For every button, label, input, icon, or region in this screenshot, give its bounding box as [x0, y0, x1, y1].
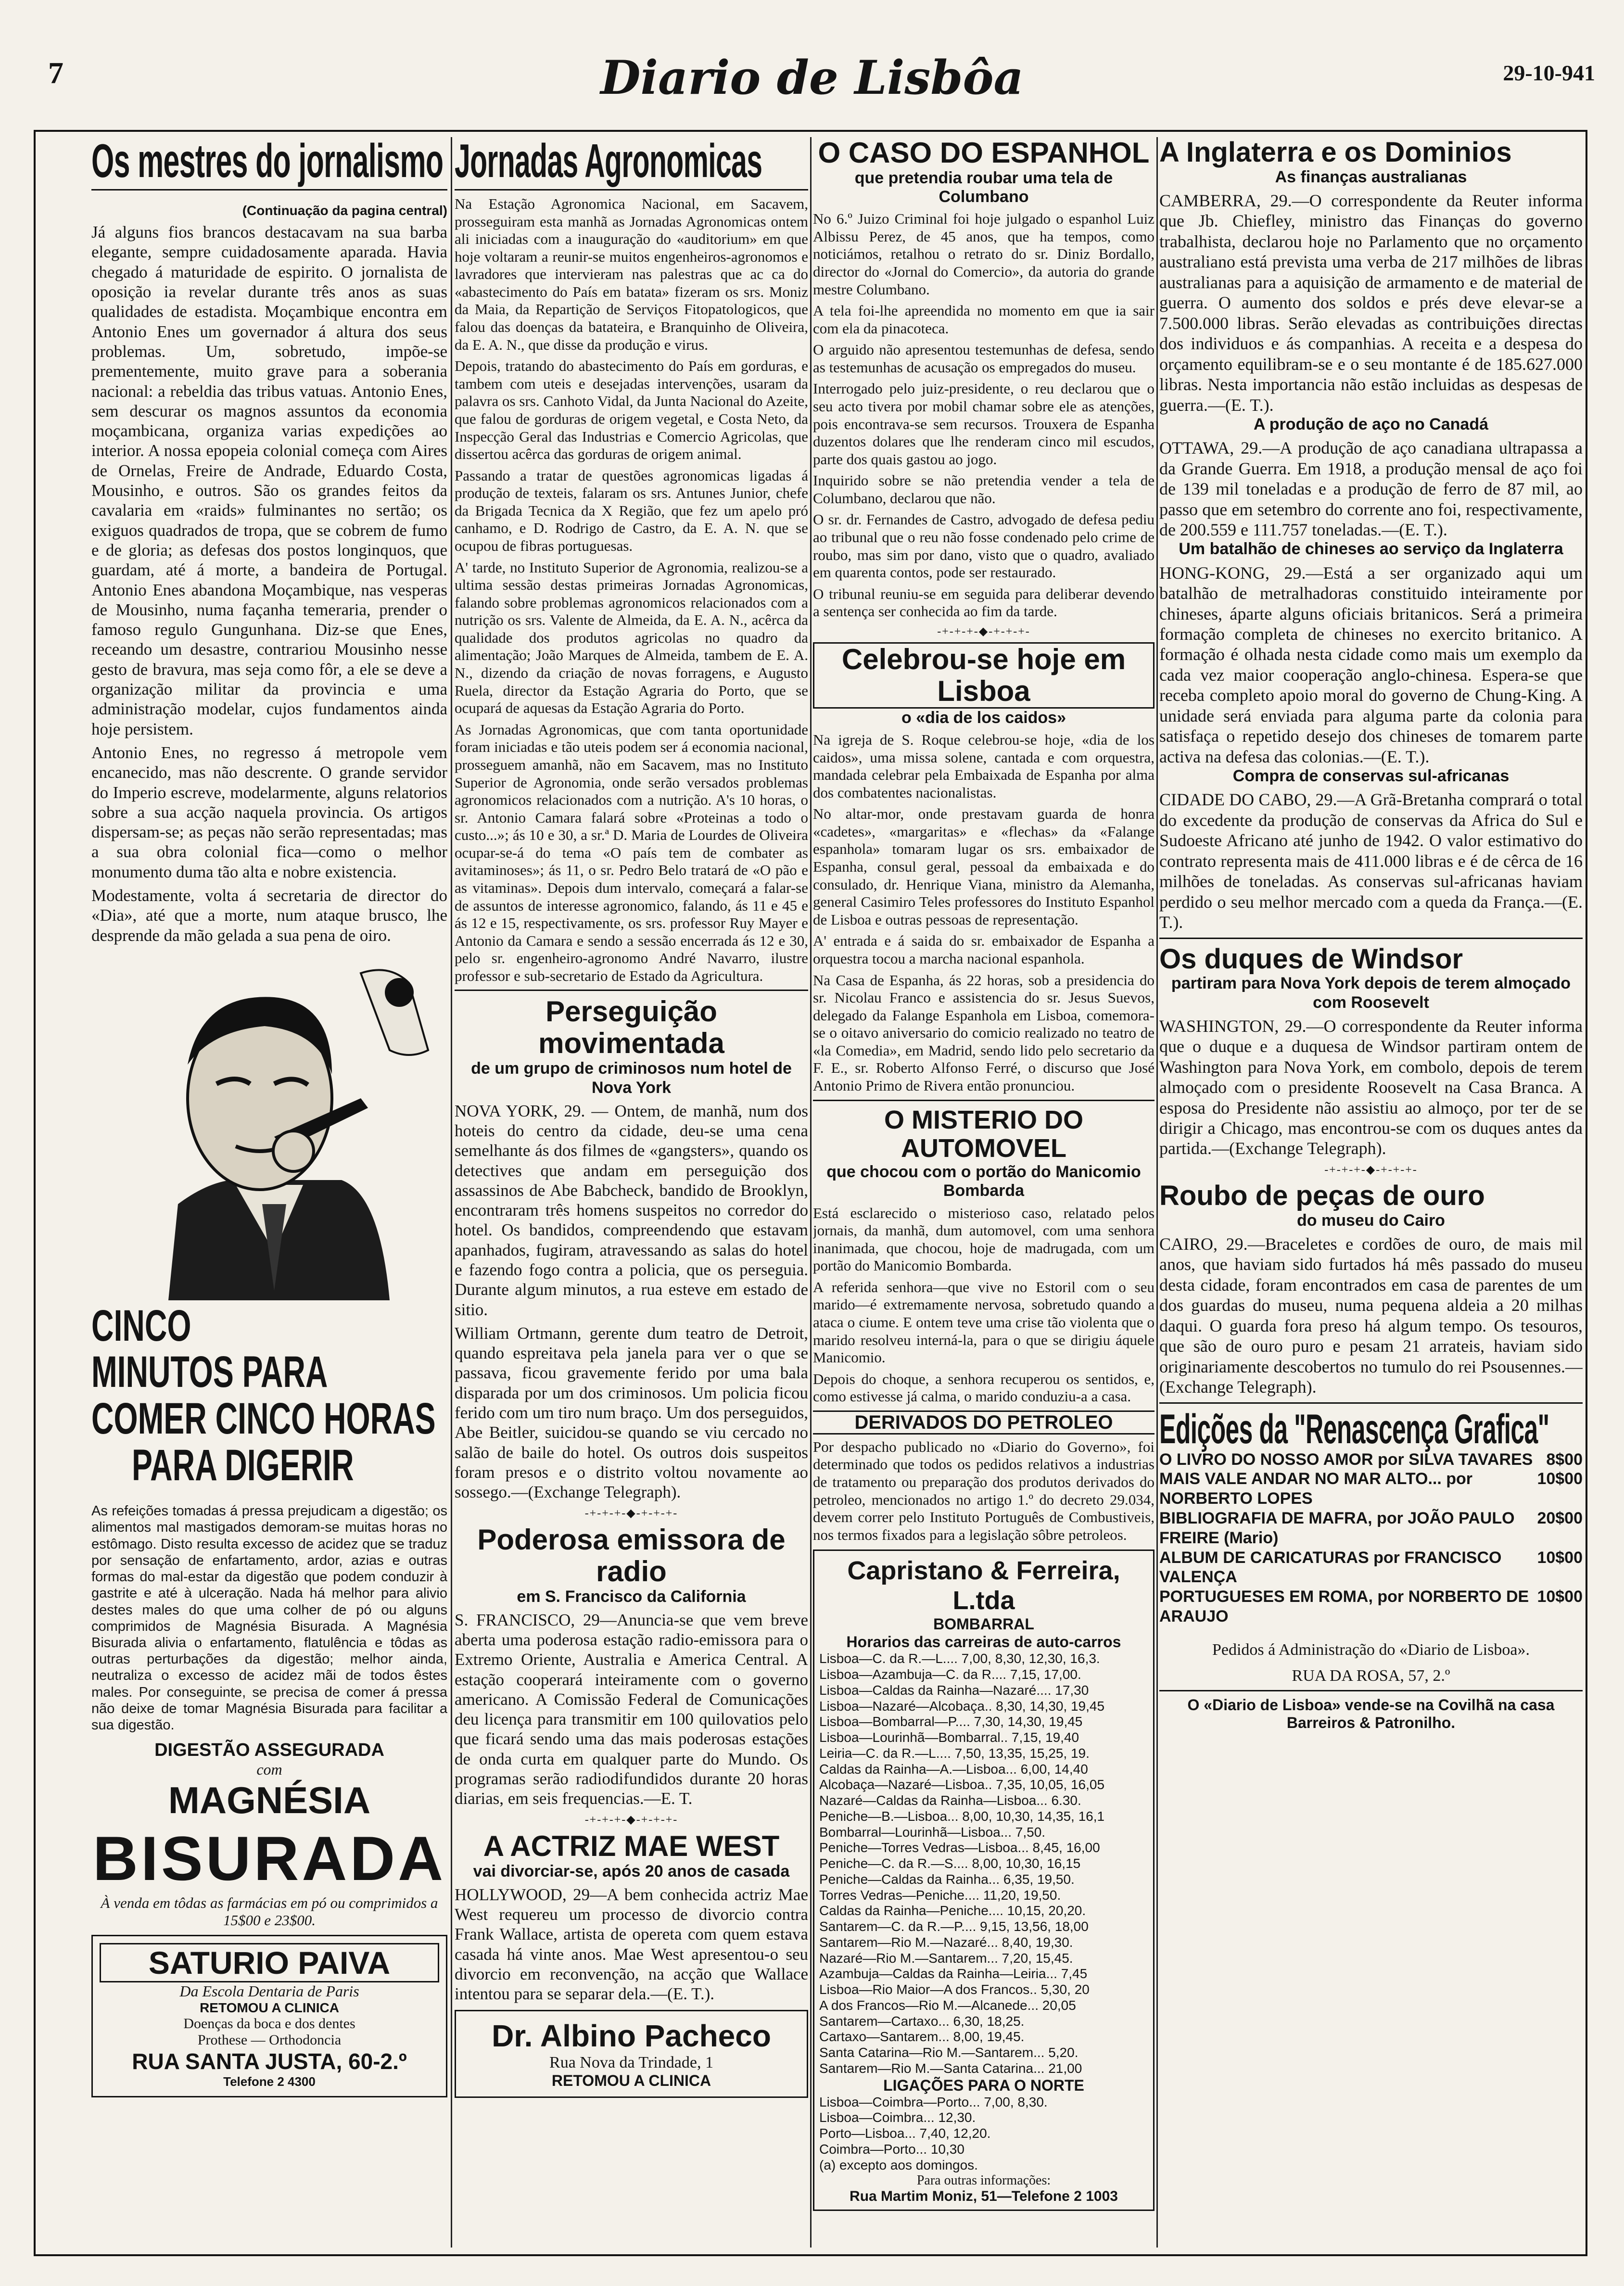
article-body: A' tarde, no Instituto Superior de Agronomia, realizou-se a ultima sessão destas primeiras Jornadas Agronomicas, falando sobre problemas agronomicos relacionados com a nutrição os srs. Valente de Almeida, da E. A. N., acêrca da qualidade dos produtos agricolas no quadro da alimentação; João Marques de Almeida, tambem de E. A. N., dizendo da criação de novas forragens, e Augusto Ruela, director da Estação Agraria do Porto, que se ocupará de aquesas da Estação Agraria do Porto.: [455, 559, 808, 717]
page-number: 7: [48, 56, 63, 90]
separator: -+-+-+-◆-+-+-+-: [1324, 1163, 1418, 1176]
rule: [1159, 1690, 1583, 1691]
subheadline: vai divorciar-se, após 20 anos de casada: [473, 1862, 790, 1880]
subheadline: que chocou com o portão do Manicomio Bombarda: [826, 1163, 1141, 1200]
article-body: CAMBERRA, 29.—O correspondente da Reuter informa que Jb. Chiefley, ministro das Finanças do governo trabalhista, declarou hoje no Parlamento que no orçamento australiano está prevista uma verba de 217 milhões de libras australianas para a aquisição de armamento e de material de guerra. O aumento dos soldos e prés deve elevar-se a 7.500.000 libras. Serão elevadas as contribuições directas dos individuos e ás companhias. A receita e a despesa do orçamento equilibram-se e o seu montante é de 185.627.000 libras. Nesta importancia não estão incluidas as despesas de guerra.—(E. T.).: [1159, 190, 1583, 415]
book-price: 8$00: [1546, 1450, 1583, 1469]
ad-title: Horarios das carreiras de auto-carros: [846, 1633, 1121, 1651]
article-body: William Ortmann, gerente dum teatro de Detroit, quando espreitava pela janela para ver o que se passava, ficou gravemente ferido por uma bala disparada por um dos criminosos. Um policia ficou ferido com um tiro num braço. Um dos perseguidos, Abe Beitler, suicidou-se quando se viu cercado no salão de baile do hotel. Os outros dois suspeitos foram presos e o distrito voltou novamente ao sossego.—(Exchange Telegraph).: [455, 1323, 808, 1502]
column-divider: [810, 137, 812, 2248]
subheadline: do museu do Cairo: [1297, 1211, 1445, 1230]
ad-guarantee: DIGESTÃO ASSEGURADA: [154, 1740, 384, 1761]
column-3: [813, 137, 1155, 2248]
article-body: OTTAWA, 29.—A produção de aço canadiana ultrapassa a da Grande Guerra. Em 1918, a produção mensal de aço foi de 139 mil toneladas e a produção de ferro de 87 mil, ao passo que em setembro do corrente ano foi, respectivamente, de 200.559 e 111.757 toneladas.—(E. T.).: [1159, 438, 1583, 540]
subheadline: A produção de aço no Canadá: [1253, 415, 1489, 434]
ad-name: Dr. Albino Pacheco: [492, 2018, 771, 2053]
saturio-ad: [91, 1935, 447, 2097]
ad-line: RETOMOU A CLINICA: [200, 2000, 339, 2016]
subheadline: Compra de conservas sul-africanas: [1232, 767, 1510, 786]
ad-brand-main: BISURADA: [92, 1823, 446, 1894]
subheadline: As finanças australianas: [1275, 167, 1467, 186]
ad-footer: À venda em tôdas as farmácias em pó ou comprimidos a 15$00 e 23$00.: [101, 1894, 438, 1929]
man-eating-illustration: [91, 954, 447, 1300]
rule: [1159, 1402, 1583, 1404]
column-divider: [451, 137, 452, 2248]
bus-schedule: Lisboa—C. da R.—L.... 7,00, 8,30, 12,30, 16,3. Lisboa—Azambuja—C. da R.... 7,15, 17,00. Lisboa—Caldas da Rainha—Nazaré.... 17,30 Lisboa—Nazaré—Alcobaça.. 8,30, 14,30, 19,45 Lisboa—Bombarral—P.... 7,30, 14,30, 19,45 Lisboa—Lourinhã—Bombarral.. 7,15, 19,40 Leiria—C. da R.—L.... 7,50, 13,35, 15,25, 19. Caldas da Rainha—A.—Lisboa... 6,00, 14,40 Alcobaça—Nazaré—Lisboa.. 7,35, 10,05, 16,05 Nazaré—Caldas da Rainha—Lisboa... 6.30. Peniche—B.—Lisboa... 8,00, 10,30, 14,35, 16,1 Bombarral—Lourinhã—Lisboa... 7,50. Peniche—Torres Vedras—Lisboa... 8,45, 16,00 Peniche—C. da R.—S.... 8,00, 10,30, 16,15 Peniche—Caldas da Rainha... 6,35, 19,50. Torres Vedras—Peniche.... 11,20, 19,50. Caldas da Rainha—Peniche.... 10,15, 20,20. Santarem—C. da R.—P.... 9,15, 13,56, 18,00 Santarem—Rio M.—Nazaré... 8,40, 19,30. Nazaré—Rio M.—Santarem... 7,20, 15,45. Azambuja—Caldas da Rainha—Leiria... 7,45 Lisboa—Rio Maior—A dos Francos.. 5,30, 20 A dos Francos—Rio M.—Alcanede... 20,05 Santarem—Cartaxo... 6,30, 18,25. Cartaxo—Santarem... 8,00, 19,45. Santa Catarina—Rio M.—Santarem... 5,20. Santarem—Rio M.—Santa Catarina... 21,00: [819, 1651, 1105, 2076]
article-body: Antonio Enes, no regresso á metropole vem encanecido, mas não descrente. O grande servidor do Imperio escreve, modelarmente, alguns relatorios sobre a sua acção naquela provincia. Os artigos dispersam-se; as peças não serão representadas; mas a sua obra colonial fica—como o melhor monumento duma tão alta e nobre existencia.: [91, 743, 447, 881]
ad-headline-line: PARA DIGERIR: [132, 1440, 354, 1490]
article-body: O arguido não apresentou testemunhas de defesa, sendo as testemunhas de acusação os empregados do museu.: [813, 341, 1155, 376]
article-body: As Jornadas Agronomicas, que com tanta oportunidade foram iniciadas e tão uteis podem ser á economia nacional, prosseguem amanhã, não em Sacavem, mas no Instituto Superior de Agronomia, onde serão versados problemas agronomicos relacionados com a nutrição. A's 10 horas, o sr. Antonio Camara falará sobre «Proteinas a todo o custo...»; ás 10 e 30, a sr.ª D. Maria de Lourdes de Oliveira ocupar-se-á do tema «O país tem de combater as avitaminoses»; ás 11, o sr. Pedro Belo tratará de «O pão e as vitaminas». Depois dum intervalo, começará a falar-se de assuntos de interesse agronomico, falando, ás 11 e 45 e ás 12 e 15, respectivamente, os srs. professor Ruy Mayer e Antonio da Camara e sendo a sessão encerrada ás 12 e 30, pelo sr. engenheiro-agronomo André Navarro, ilustre professor e sub-secretario de Estado da Agricultura.: [455, 721, 808, 984]
rule: [813, 1100, 1155, 1101]
book-item: [1159, 1509, 1583, 1548]
headline-roubo: Roubo de peças de ouro: [1159, 1180, 1485, 1211]
book-item: [1159, 1587, 1583, 1626]
column-4: [1159, 137, 1583, 2248]
subheadline: em S. Francisco da California: [517, 1587, 746, 1606]
article-body: Interrogado pelo juiz-presidente, o reu declarou que o seu acto tivera por mobil chamar sobre ele as atenções, pois encontrava-se sem recursos. Trouxera de Espanha duzentos dolares que lhe renderam cinco mil escudos, parte dos quais gastou ao jogo.: [813, 380, 1155, 468]
ad-com: com: [256, 1761, 282, 1778]
book-title: MAIS VALE ANDAR NO MAR ALTO... por NORBERTO LOPES: [1159, 1470, 1473, 1508]
column-1: [91, 137, 447, 2248]
subheadline: Um batalhão de chineses ao serviço da Inglaterra: [1179, 540, 1563, 559]
book-title: PORTUGUESES EM ROMA, por NORBERTO DE ARAUJO: [1159, 1588, 1529, 1626]
headline-windsor: Os duques de Windsor: [1159, 943, 1463, 975]
ad-headline-line: CINCO: [91, 1301, 191, 1350]
headline-inglaterra: A Inglaterra e os Dominios: [1159, 137, 1512, 168]
subheadline: de um grupo de criminosos num hotel de Nova York: [471, 1059, 792, 1097]
article-body: Na Casa de Espanha, ás 22 horas, sob a presidencia do sr. Nicolau Franco e assistencia do sr. Jesus Suevos, delegado da Falange Espanhola em Lisboa, comemora-se o oitavo aniversario do comicio realizado no teatro de «la Comedia», em Madrid, sendo lido pelo secretario da F. E., sr. Roberto Alfonso Ferré, o discurso que José Antonio Primo de Rivera então pronunciou.: [813, 971, 1155, 1094]
article-body: HOLLYWOOD, 29—A bem conhecida actriz Mae West requereu um processo de divorcio contra Frank Wallace, artista de opereta com quem estava casada há vinte anos. Mae West apresentou-o seu divorcio em reconvenção, na acção que Wallace intentou para se separar dela.—(E. T.).: [455, 1885, 808, 2004]
ad-address: RUA SANTA JUSTA, 60-2.º: [132, 2049, 407, 2074]
subheadline: que pretendia roubar uma tela de Columbano: [854, 169, 1113, 206]
separator: -+-+-+-◆-+-+-+-: [584, 1813, 678, 1826]
headline-perseguicao: Perseguição movimentada: [538, 995, 724, 1060]
book-title: ALBUM DE CARICATURAS por FRANCISCO VALENÇA: [1159, 1548, 1502, 1587]
article-body: NOVA YORK, 29. — Ontem, de manhã, num dos hoteis do centro da cidade, deu-se uma cena semelhante ás dos filmes de «gangsters», quando os detectives que andam em perseguição dos assassinos de Abe Babcheck, bandido de Brooklyn, encontraram três homens suspeitos no corredor do hotel. Os bandidos, compreendendo que estavam apanhados, fugiram, atravessando as salas do hotel e fazendo fogo contra a policia, que os perseguia. Durante algum minutos, a rua esteve em estado de sitio.: [455, 1101, 808, 1319]
headline-misterio: O MISTERIO DO AUTOMOVEL: [884, 1105, 1084, 1163]
magnesia-ad: [91, 954, 447, 1929]
book-title: O LIVRO DO NOSSO AMOR por SILVA TAVARES: [1159, 1450, 1533, 1469]
ad-orders: Pedidos á Administração do «Diario de Lisboa».: [1212, 1640, 1530, 1659]
book-price: 20$00: [1537, 1509, 1583, 1527]
article-body: Na Estação Agronomica Nacional, em Sacavem, prosseguiram esta manhã as Jornadas Agronomicas ontem ali iniciadas com a inauguração do «auditorium» em que hoje voltaram a reunir-se muitos engenheiros-agronomos e lavradores que intervieram nas palestras que ac ca do «abastecimento do País em batata» fizeram os srs. Moniz da Maia, da Repartição de Serviços Fitopatologicos, que falou das doenças da batateira, e Branquinho de Oliveira, da E. A. N., que disse da produção e virus.: [455, 195, 808, 353]
masthead: [29, 46, 1595, 118]
book-price: 10$00: [1537, 1588, 1583, 1606]
ad-name: Capristano & Ferreira, L.tda: [847, 1556, 1120, 1615]
article-body: Passando a tratar de questões agronomicas ligadas á produção de texteis, falaram os srs. Antunes Junior, chefe da Brigada Tecnica da X Região, que fez um apelo pró canhamo, e D. Rodrigo de Castro, da E. A. N. que se ocupou de fibras portuguesas.: [455, 467, 808, 554]
book-price: 10$00: [1537, 1548, 1583, 1567]
article-body: O tribunal reuniu-se em seguida para deliberar devendo a sentença ser conhecida ao fim da tarde.: [813, 585, 1155, 620]
headline-petroleo: DERIVADOS DO PETROLEO: [813, 1410, 1155, 1435]
column-2: [455, 137, 808, 2248]
ad-section: LIGAÇÕES PARA O NORTE: [883, 2076, 1084, 2094]
article-body: A' entrada e á saida do sr. embaixador de Espanha a orquestra tocou a marcha nacional espanhola.: [813, 932, 1155, 967]
article-body: No 6.º Juizo Criminal foi hoje julgado o espanhol Luiz Albissu Perez, de 45 anos, que ha tempos, como noticiámos, retalhou o retrato do sr. Diniz Bordallo, director do «Jornal do Comercio», da autoria do grande mestre Columbano.: [813, 210, 1155, 298]
ad-line: Doenças da boca e dos dentes: [183, 2016, 355, 2032]
albino-ad: [455, 2010, 808, 2098]
ad-line: Da Escola Dentaria de Paris: [179, 1982, 359, 2000]
ad-info: Para outras informações:: [916, 2173, 1051, 2188]
ad-headline: Edições da "Renascença Grafica": [1159, 1406, 1549, 1452]
article-body: Já alguns fios brancos destacavam na sua barba elegante, sempre cuidadosamente aparada. Havia chegado á maturidade de espirito. O jornalista de oposição ia revelar durante três anos as suas qualidades de estadista. Moçambique encontra em Antonio Enes um governador á altura dos seus problemas. Um, sobretudo, impõe-se prementemente, muito grave para a soberania nacional: a rebeldia das tribus vatuas. Antonio Enes, sem descurar os magnos assuntos da economia moçambicana, organiza varias expedições ao interior. A nossa epopeia colonial começa com Aires de Ornelas, Freire de Andrade, Eduardo Costa, Mousinho, e outros. São os grandes feitos da cavalaria em «raids» fulminantes no sertão; os exiguos quadrados de tropa, que se cobrem de fumo e de gloria; as defesas dos postos longinquos, que guardam, até á morte, a bandeira de Portugal. Antonio Enes abandona Moçambique, nas vesperas de Mousinho, numa façanha temeraria, prender o famoso regulo Gungunhana. Diz-se que Enes, receando um desastre, contrariou Mousinho nesse gesto de bravura, mas seja como fôr, a ele se deve a organização militar da provincia e uma administração modelar, cujos fundamentos ainda hoje persistem.: [91, 223, 447, 738]
headline-mestres: Os mestres do jornalismo: [91, 137, 444, 187]
ad-place: BOMBARRAL: [933, 1615, 1034, 1633]
article-body: Depois, tratando do abastecimento do País em gorduras, e tambem com uteis e desejadas intervenções, usaram da palavra os srs. Canhoto Vidal, da Junta Nacional do Azeite, que falou de gorduras de origem vegetal, e Costa Neto, da Inspecção Geral das Industrias e Comercio Agricolas, que dissertou acêrca das gorduras de origem animal.: [455, 357, 808, 463]
ad-brand: MAGNÉSIA: [168, 1779, 371, 1822]
article-body: Depois do choque, a senhora recuperou os sentidos, e, como estivesse já calma, o marido conduziu-a a casa.: [813, 1370, 1155, 1405]
article-body: O sr. dr. Fernandes de Castro, advogado de defesa pediu ao tribunal que o reu não fosse condenado pelo crime de roubo, mas sim por dano, visto que o quadro, avaliado em quarenta contos, pode ser restaurado.: [813, 511, 1155, 581]
headline-jornadas: Jornadas Agronomicas: [455, 137, 762, 187]
article-body: A tela foi-lhe apreendida no momento em que ia sair com ela da pinacoteca.: [813, 302, 1155, 337]
ad-phone: Telefone 2 4300: [223, 2074, 316, 2089]
ad-line: Prothese — Orthodoncia: [197, 2032, 342, 2048]
rule: [455, 990, 808, 991]
book-item: [1159, 1548, 1583, 1588]
rule: [455, 189, 808, 190]
article-body: Inquirido sobre se não pretendia vender a tela de Columbano, declarou que não.: [813, 472, 1155, 507]
covilha-notice: O «Diario de Lisboa» vende-se na Covilhã na casa Barreiros & Patronilho.: [1187, 1696, 1555, 1731]
ad-name: SATURIO PAIVA: [100, 1943, 439, 1982]
article-body: A referida senhora—que vive no Estoril com o seu marido—é extremamente nervosa, sobretudo quando a ataca o ciume. E ontem teve uma crise tão violenta que o marido resolveu interná-la, para o que se dirigiu áquele Manicomio.: [813, 1278, 1155, 1366]
separator: -+-+-+-◆-+-+-+-: [937, 625, 1030, 638]
article-body: Por despacho publicado no «Diario do Governo», foi determinado que todos os pedidos relativos a industrias de tratamento ou preparação dos produtos derivados do petroleo, mencionados no artigo 1.º do decreto 29.034, devem correr pelo Instituto Português de Combustiveis, nos termos fixados para a legislação sôbre petroleos.: [813, 1438, 1155, 1543]
book-title: BIBLIOGRAFIA DE MAFRA, por JOÃO PAULO FREIRE (Mario): [1159, 1509, 1515, 1547]
article-body: Na igreja de S. Roque celebrou-se hoje, «dia de los caidos», uma missa solene, cantada e com orquestra, mandada celebrar pela Embaixada de Espanha por alma dos combatentes nacionalistas.: [813, 731, 1155, 801]
article-body: WASHINGTON, 29.—O correspondente da Reuter informa que o duque e a duquesa de Windsor partiram ontem de Washington para Nova York, em combolo, depois de terem almoçado com o presidente Roosevelt na Casa Branca. A esposa do Presidente não assistiu ao almoço, por ter de se dirigir a Chicago, mas encontrou-se com os duques antes da partida.—(Exchange Telegraph).: [1159, 1016, 1583, 1158]
ad-address: Rua Martim Moniz, 51—Telefone 2 1003: [850, 2188, 1118, 2205]
ad-address: RUA DA ROSA, 57, 2.º: [1292, 1666, 1450, 1685]
ad-status: RETOMOU A CLINICA: [551, 2071, 711, 2089]
article-body: Modestamente, volta á secretaria de director do «Dia», até que a morte, num ataque brusco, lhe desprende da mão gelada a sua pena de oiro.: [91, 886, 447, 945]
separator: -+-+-+-◆-+-+-+-: [584, 1507, 678, 1520]
subheadline: o «dia de los caidos»: [901, 708, 1066, 727]
bus-schedule-north: Lisboa—Coimbra—Porto... 7,00, 8,30. Lisboa—Coimbra... 12,30. Porto—Lisboa... 7,40, 12,20. Coimbra—Porto... 10,30 (a) excepto aos domingos.: [819, 2094, 1048, 2172]
article-body: CIDADE DO CABO, 29.—A Grã-Bretanha comprará o total do excedente da produção de conservas da Africa do Sul e Sudoeste Africano até junho de 1942. O valor estimativo do contrato representa mais de 411.000 libras e é de cêrca de 16 milhões de toneladas. As conservas sul-africanas haviam perdido o seu melhor mercado com a queda da França.—(E. T.).: [1159, 790, 1583, 932]
column-divider: [1156, 137, 1158, 2248]
newspaper-title: Diario de Lisbôa: [600, 51, 1024, 105]
renascenca-ad: [1159, 1406, 1583, 1685]
article-body: No altar-mor, onde prestavam guarda de honra «cadetes», «margaritas» e «flechas» da «Falange espanhola» tomaram lugar os srs. embaixador de Espanha, consul geral, pessoal da embaixada e do consulado, dr. Henrique Viana, ministro da Alemanha, general Casimiro Teles professores do Instituto Espanhol de Lisboa e outras pessoas de representação.: [813, 805, 1155, 928]
book-price: 10$00: [1537, 1470, 1583, 1488]
headline-emissora: Poderosa emissora de radio: [477, 1523, 786, 1588]
headline-maewest: A ACTRIZ MAE WEST: [483, 1829, 780, 1862]
book-item: [1159, 1469, 1583, 1509]
article-body: S. FRANCISCO, 29—Anuncia-se que vem breve aberta uma poderosa estação radio-emissora para o Extremo Oriente, Australia e America Central. A estação cooperará inteiramente com o governo americano. A Comissão Federal de Comunicações deu licença para transmitir em 100 quilovatios pelo que ficará sendo uma das mais poderosas estações de onda curta em qualquer parte do Mundo. Os programas serão radiodifundidos durante 20 horas diarias, em seis frequencias.—E. T.: [455, 1610, 808, 1808]
ad-body: As refeições tomadas á pressa prejudicam a digestão; os alimentos mal mastigados demoram-se muitas horas no estômago. Disto resulta excesso de acidez que se traduz por sensação de enfartamento, ardor, azias e outras formas do mal-estar da digestão que podem conduzir à gastrite e até à ulceração. Nada há melhor para alivio destes males do que uma colher de pó ou alguns comprimidos de Magnésia Bisurada. A Magnésia Bisurada alivia o enfartamento, flatulência e tôdas as outras perturbações da digestão; melhor ainda, neutraliza o excesso de acidez mãi de todos êstes males. Por conseguinte, se precisa de comer á pressa não deixe de tomar Magnésia Bisurada para facilitar a sua digestão.: [91, 1503, 447, 1733]
rule: [1159, 938, 1583, 939]
subheadline: partiram para Nova York depois de terem almoçado com Roosevelt: [1171, 974, 1571, 1012]
ad-address: Rua Nova da Trindade, 1: [549, 2053, 713, 2071]
book-item: [1159, 1450, 1583, 1470]
capristano-ad: [813, 1549, 1155, 2211]
ad-headline-line: MINUTOS PARA: [91, 1347, 328, 1397]
continuation-note: (Continuação da pagina central): [242, 203, 447, 218]
rule: [91, 189, 447, 190]
headline-celebrou: Celebrou-se hoje em Lisboa: [813, 642, 1155, 709]
article-body: HONG-KONG, 29.—Está a ser organizado aqui um batalhão de metralhadoras constituido inteiramente por chineses, áparte alguns oficiais britanicos. Será a primeira formação completa de chineses no exercito britanico. A formação é olhada nesta cidade como mais um exemplo da cada vez maior cooperação anglo-chinesa. Espera-se que receba completo apoio moral do governo de Chung-King. A unidade será enviada para alguma parte da colonia para satisfaça o repetido desejo dos chineses de tomarem parte activa na defesa das colonias.—(E. T.).: [1159, 563, 1583, 766]
article-body: Está esclarecido o misterioso caso, relatado pelos jornais, da manhã, dum automovel, com uma senhora inanimada, que chocou, hoje de madrugada, com um portão do Manicomio Bombarda.: [813, 1204, 1155, 1274]
issue-date: 29-10-941: [1503, 61, 1595, 85]
ad-headline-line: COMER CINCO HORAS: [91, 1394, 436, 1444]
headline-espanhol: O CASO DO ESPANHOL: [818, 137, 1150, 169]
article-body: CAIRO, 29.—Braceletes e cordões de ouro, de mais mil anos, que haviam sido furtados há mês passado do museu desta cidade, foram encontrados em casa de parentes de um dos guardas do museu, numa pequena aldeia a 20 milhas daqui. O guarda fora preso há algum tempo. Os tesouros, que são de ouro puro e pesam 21 arrateis, haviam sido originariamente descobertos no tumulo do rei Psousennes.—(Exchange Telegraph).: [1159, 1234, 1583, 1397]
